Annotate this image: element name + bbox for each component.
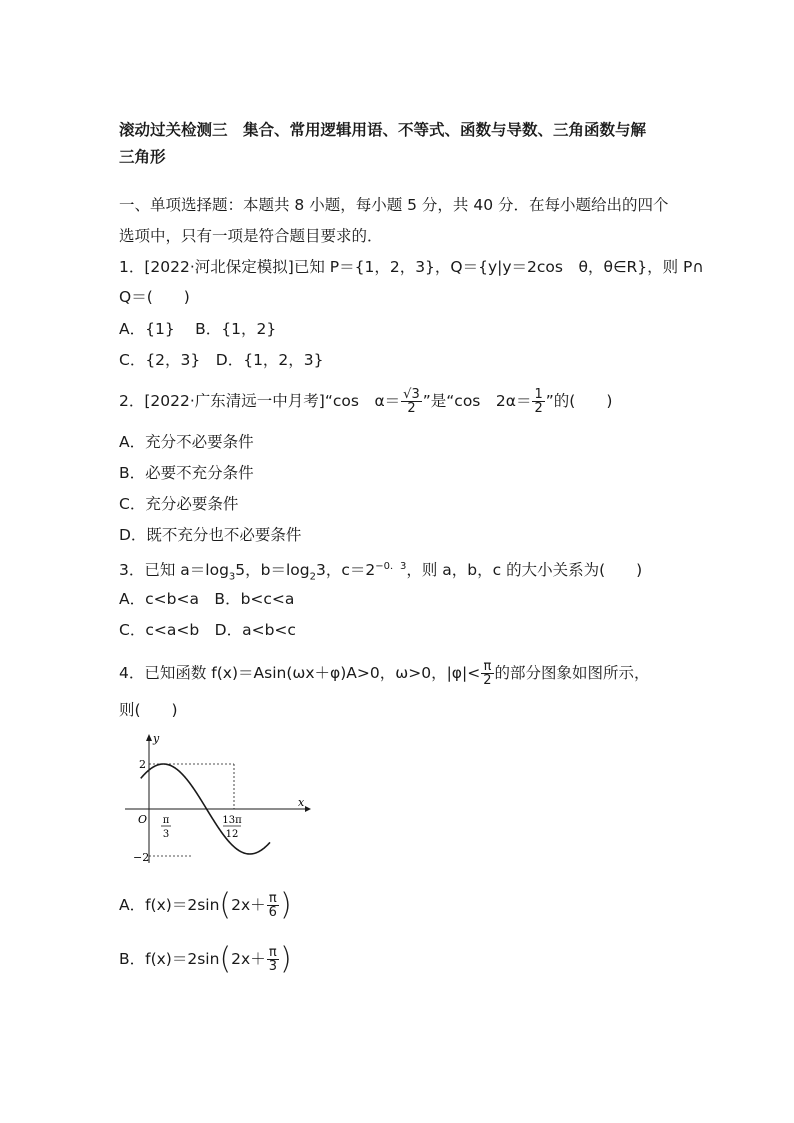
frac-numerator: 1 — [534, 387, 543, 402]
q2-option-a: A．充分不必要条件 — [119, 433, 254, 451]
q4-option-a — [119, 888, 292, 922]
x-axis-label: x — [298, 796, 305, 809]
frac-denominator: 6 — [268, 905, 277, 920]
q2-fraction-sqrt3-over-2 — [401, 388, 422, 415]
question-4 — [119, 660, 650, 687]
question-1-cont: Q＝( ) — [119, 288, 190, 306]
frac-numerator: π — [267, 946, 279, 960]
tick-pi-over-3-num: π — [162, 815, 170, 826]
page-title-cont: 三角形 — [119, 148, 166, 166]
q3-text: ，则 a，b，c 的大小关系为( ) — [406, 561, 643, 580]
frac-numerator: π — [481, 660, 493, 674]
section-instructions-cont: 选项中，只有一项是符合题目要求的． — [119, 227, 383, 245]
section-instructions: 一、单项选择题：本题共 8 小题，每小题 5 分，共 40 分．在每小题给出的四个 — [119, 196, 669, 214]
question-2 — [119, 388, 612, 415]
tick-pi-over-3-den: 3 — [162, 829, 170, 840]
y-max-label: 2 — [139, 758, 146, 771]
option-text: A．f(x)＝2sin — [119, 896, 220, 914]
q3-text: 5，b＝log — [235, 561, 310, 580]
q4-suffix: 的部分图象如图所示， — [494, 664, 650, 682]
q3-options-ab: A．c<b<a B．b<c<a — [119, 590, 295, 608]
page-title: 滚动过关检测三 集合、常用逻辑用语、不等式、函数与导数、三角函数与解 — [119, 121, 647, 139]
frac-denominator: 3 — [268, 959, 277, 974]
y-axis-arrow — [146, 734, 152, 741]
frac-denominator: 2 — [483, 673, 492, 688]
y-min-label: −2 — [133, 851, 150, 864]
question-4-cont: 则( ) — [119, 701, 178, 719]
sine-graph — [119, 728, 319, 868]
question-3 — [119, 556, 642, 588]
origin-label: O — [138, 813, 148, 826]
q3-options-cd: C．c<a<b D．a<b<c — [119, 621, 296, 639]
q1-options-ab: A．{1} B．{1，2} — [119, 320, 277, 338]
q1-options-cd: C．{2，3} D．{1，2，3} — [119, 351, 324, 369]
q3-text: 3，c＝2 — [316, 561, 376, 580]
q2-prefix: 2．[2022·广东清远一中月考]“cos α＝ — [119, 392, 401, 410]
tick-13pi-over-12-num: 13π — [222, 815, 242, 826]
paren: ( — [219, 941, 232, 977]
tick-13pi-over-12-den: 12 — [225, 829, 239, 840]
paren: ( — [219, 887, 232, 923]
frac-numerator: √3 — [403, 387, 420, 402]
q2-option-b: B．必要不充分条件 — [119, 464, 254, 482]
log-base: 2 — [309, 571, 317, 583]
q2-option-d: D．既不充分也不必要条件 — [119, 526, 302, 544]
fraction — [267, 946, 279, 973]
frac-denominator: 2 — [407, 401, 416, 416]
q2-fraction-1-over-2 — [532, 388, 544, 415]
q2-mid: ”是“cos 2α＝ — [422, 392, 532, 410]
y-axis-label: y — [153, 732, 160, 745]
option-text: 2x＋ — [231, 896, 266, 914]
option-text: B．f(x)＝2sin — [119, 950, 220, 968]
log-base: 3 — [228, 571, 236, 583]
paren: ) — [279, 941, 292, 977]
paren: ) — [279, 887, 292, 923]
frac-numerator: π — [267, 892, 279, 906]
q3-text: 3．已知 a＝log — [119, 561, 229, 580]
frac-denominator: 2 — [534, 401, 543, 416]
option-text: 2x＋ — [231, 950, 266, 968]
q4-prefix: 4．已知函数 f(x)＝Asin(ωx＋φ)A>0，ω>0，|φ|< — [119, 664, 481, 682]
q4-fraction-pi-over-2 — [481, 660, 493, 687]
q2-suffix: ”的( ) — [545, 392, 613, 410]
x-axis-arrow — [305, 806, 311, 812]
fraction — [267, 892, 279, 919]
exponent: −0．3 — [375, 561, 407, 572]
q4-option-b — [119, 942, 292, 976]
q2-option-c: C．充分必要条件 — [119, 495, 239, 513]
question-1: 1．[2022·河北保定模拟]已知 P＝{1，2，3}，Q＝{y|y＝2cos θ，θ∈R}，则 P∩ — [119, 258, 704, 276]
